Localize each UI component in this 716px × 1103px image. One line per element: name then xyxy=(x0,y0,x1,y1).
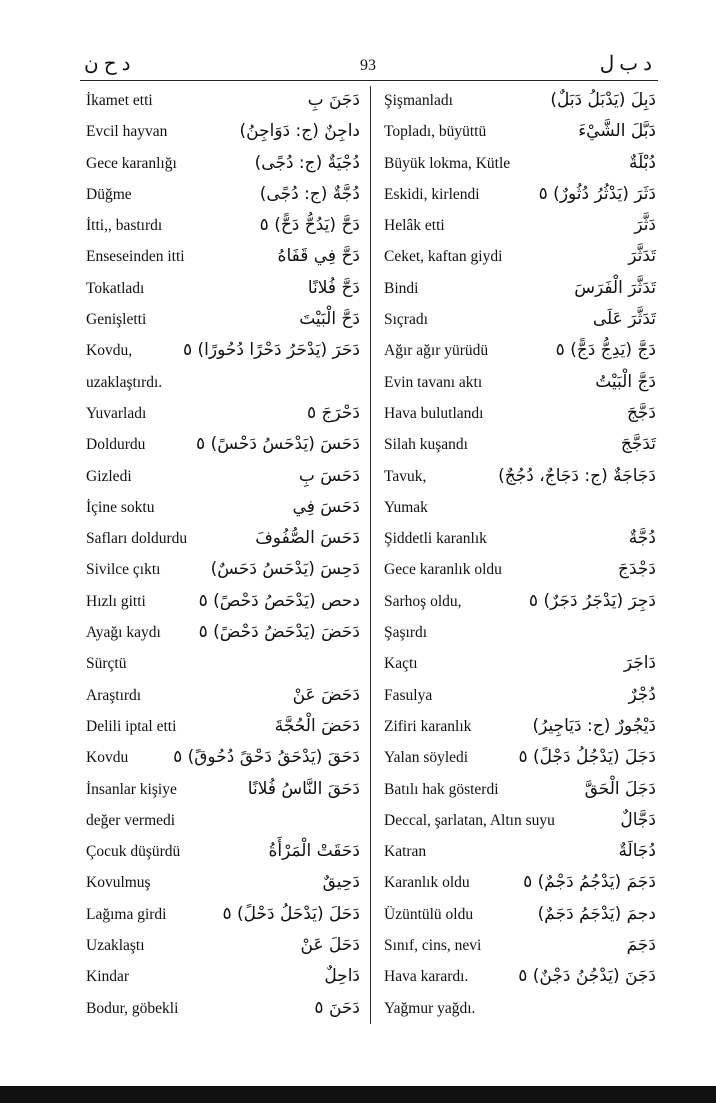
turkish-meaning: Sıçradı xyxy=(384,311,428,329)
turkish-meaning: Kovulmuş xyxy=(86,874,151,892)
turkish-meaning: Hava bulutlandı xyxy=(384,404,484,422)
arabic-headword: دَحَلَ (يَدْحَلُ دَحْلً) ٥ xyxy=(222,903,360,924)
arabic-headword: دَجَّ الْبَيْتُ xyxy=(595,371,656,392)
arabic-headword: دَجَلَ الْحَقَّ xyxy=(584,778,656,799)
turkish-meaning: Şiddetli karanlık xyxy=(384,530,487,548)
turkish-meaning: Zifiri karanlık xyxy=(384,717,472,735)
arabic-headword: دَبِلَ (يَدْبَلُ دَبَلٌ) xyxy=(550,90,656,110)
turkish-meaning: Kindar xyxy=(86,968,130,986)
dictionary-entry xyxy=(86,430,360,461)
turkish-meaning: Katran xyxy=(384,843,427,861)
dictionary-entry xyxy=(384,931,656,962)
dictionary-entry xyxy=(86,211,360,242)
dictionary-entry xyxy=(86,994,360,1025)
dictionary-entry xyxy=(86,868,360,899)
arabic-headword: دجمَ (يَدْجَمُ دَجَمٌ) xyxy=(537,903,656,924)
page-bottom-band xyxy=(0,1086,716,1103)
dictionary-entry xyxy=(86,180,360,211)
turkish-meaning: Ceket, kaftan giydi xyxy=(384,248,503,266)
turkish-meaning: Şaşırdı xyxy=(384,624,428,642)
arabic-headword: تَدَثَّرَ xyxy=(628,246,656,267)
dictionary-entry xyxy=(384,149,656,180)
arabic-headword: تَدَجَّجَ xyxy=(620,434,656,455)
turkish-meaning: Kovdu xyxy=(86,749,129,767)
page-number: 93 xyxy=(360,57,376,74)
arabic-headword: دَحَّ الْبَيْتَ xyxy=(299,309,360,330)
column-divider xyxy=(370,86,371,1024)
turkish-meaning: Topladı, büyüttü xyxy=(384,123,487,141)
arabic-headword: دَحَنَ ٥ xyxy=(314,997,360,1018)
arabic-headword: دَحَرَ (يَدْحَرُ دَحْرًا دُحُورًا) ٥ xyxy=(183,340,360,361)
arabic-headword: دَحَضَ الْحُجَّةَ xyxy=(274,715,360,736)
arabic-headword: دَحِسَ (يَدْحَسُ دَحَسٌ) xyxy=(210,559,360,580)
dictionary-entry xyxy=(86,743,360,774)
arabic-headword: دَحْرَجَ ٥ xyxy=(307,402,360,423)
arabic-headword: دُجْيَةٌ (ج: دُجًى) xyxy=(254,152,360,173)
arabic-headword: دَحَضَ عَنْ xyxy=(292,684,360,705)
dictionary-entry xyxy=(384,900,656,931)
arabic-headword: دَجْدَجَ xyxy=(618,559,656,580)
arabic-headword: داجِنٌ (ج: دَوَاجِنُ) xyxy=(239,121,360,142)
dictionary-entry xyxy=(86,931,360,962)
turkish-meaning: Yuvarladı xyxy=(86,404,147,422)
arabic-headword: دَحَسَ الصُّفُوفَ xyxy=(255,528,360,549)
dictionary-entry xyxy=(384,618,656,649)
arabic-headword: دَحِيقٌ xyxy=(322,872,360,893)
dictionary-entry xyxy=(384,524,656,555)
arabic-headword: دَحَقَتْ الْمَرْأَةُ xyxy=(268,841,360,862)
dictionary-entry xyxy=(384,242,656,273)
arabic-headword: تَدَثَّرَ عَلَى xyxy=(592,309,656,330)
dictionary-entry xyxy=(384,587,656,618)
turkish-meaning: Gece karanlık oldu xyxy=(384,561,502,579)
turkish-meaning: Ağır ağır yürüdü xyxy=(384,342,489,360)
arabic-headword: دَجَّجَ xyxy=(626,402,656,423)
dictionary-entry xyxy=(86,86,360,117)
dictionary-entry xyxy=(86,242,360,273)
arabic-headword: دَجَّ (يَدِجُّ دَجًّ) ٥ xyxy=(555,340,656,361)
turkish-meaning: Genişletti xyxy=(86,311,147,329)
dictionary-entry xyxy=(86,274,360,305)
dictionary-entry xyxy=(86,149,360,180)
turkish-meaning: İtti,, bastırdı xyxy=(86,217,163,235)
dictionary-entry xyxy=(384,493,656,524)
arabic-headword: دَحَّ فِي قَفَاهُ xyxy=(277,246,360,267)
arabic-headword: دَجَمَ (يَدْجُمُ دَجْمٌ) ٥ xyxy=(523,872,656,893)
turkish-meaning: Yağmur yağdı. xyxy=(384,999,476,1017)
dictionary-entry xyxy=(384,681,656,712)
turkish-meaning: Sınıf, cins, nevi xyxy=(384,937,482,955)
turkish-meaning: Sivilce çıktı xyxy=(86,561,161,579)
arabic-headword: دَحَّ (يَدُحُّ دَحًّ) ٥ xyxy=(259,215,360,236)
turkish-meaning: Gizledi xyxy=(86,467,132,485)
dictionary-entry xyxy=(384,994,656,1025)
header-rule xyxy=(80,80,658,81)
dictionary-entry xyxy=(384,86,656,117)
dictionary-entry xyxy=(86,649,360,680)
turkish-meaning: Enseseinden itti xyxy=(86,248,185,266)
turkish-meaning: Üzüntülü oldu xyxy=(384,905,474,923)
dictionary-entry xyxy=(384,555,656,586)
dictionary-entry xyxy=(384,336,656,367)
turkish-meaning: Doldurdu xyxy=(86,436,146,454)
turkish-meaning: Lağıma girdi xyxy=(86,905,167,923)
turkish-meaning: Tavuk, xyxy=(384,467,427,485)
dictionary-entry xyxy=(86,462,360,493)
turkish-meaning: Kaçtı xyxy=(384,655,418,673)
right-column xyxy=(384,86,656,1025)
arabic-headword: دَثَّرَ xyxy=(634,215,656,236)
dictionary-entry xyxy=(384,180,656,211)
turkish-meaning: Bindi xyxy=(384,279,419,297)
turkish-meaning: Çocuk düşürdü xyxy=(86,843,181,861)
turkish-meaning: Düğme xyxy=(86,185,132,203)
dictionary-entry xyxy=(86,775,360,806)
arabic-headword: دَحَقَ (يَدْحَقُ دَحْقً دُحُوقً) ٥ xyxy=(173,747,360,768)
page-header xyxy=(84,50,652,80)
arabic-headword: دَجَنَ بِ xyxy=(307,90,360,110)
dictionary-entry xyxy=(384,211,656,242)
dictionary-entry xyxy=(384,712,656,743)
turkish-meaning: uzaklaştırdı. xyxy=(86,373,163,391)
arabic-headword: دَجَمَ xyxy=(626,935,656,956)
turkish-meaning: Araştırdı xyxy=(86,686,142,704)
header-left-letters: د ح ن xyxy=(84,53,131,75)
arabic-headword: دَحَسَ بِ xyxy=(298,465,360,486)
dictionary-entry xyxy=(384,837,656,868)
arabic-headword: دُجَالَةٌ xyxy=(618,841,656,862)
turkish-meaning: Ayağı kaydı xyxy=(86,624,161,642)
turkish-meaning: değer vermedi xyxy=(86,811,176,829)
turkish-meaning: Delili iptal etti xyxy=(86,717,177,735)
turkish-meaning: Helâk etti xyxy=(384,217,445,235)
turkish-meaning: Silah kuşandı xyxy=(384,436,468,454)
turkish-meaning: Deccal, şarlatan, Altın suyu xyxy=(384,811,555,829)
dictionary-entry xyxy=(86,524,360,555)
dictionary-entry xyxy=(86,555,360,586)
dictionary-entry xyxy=(384,117,656,148)
dictionary-entry xyxy=(86,962,360,993)
arabic-headword: دَحَسَ فِي xyxy=(292,496,360,517)
dictionary-entry xyxy=(384,649,656,680)
turkish-meaning: Gece karanlığı xyxy=(86,154,177,172)
arabic-headword: دَجِرَ (يَدْجَرُ دَجَرٌ) ٥ xyxy=(528,590,656,611)
turkish-meaning: İnsanlar kişiye xyxy=(86,780,177,798)
arabic-headword: دَيْجُورٌ (ج: دَيَاجِيرُ) xyxy=(532,715,656,736)
turkish-meaning: Fasulya xyxy=(384,686,433,704)
turkish-meaning: Hava karardı. xyxy=(384,968,469,986)
dictionary-entry xyxy=(384,775,656,806)
turkish-meaning: Sürçtü xyxy=(86,655,127,673)
arabic-headword: دَحَلَ عَنْ xyxy=(300,935,360,956)
arabic-headword: دَثَرَ (يَدْثُرُ دُثُورٌ) ٥ xyxy=(538,183,656,204)
dictionary-entry xyxy=(86,399,360,430)
dictionary-entry xyxy=(86,336,360,367)
dictionary-entry xyxy=(384,274,656,305)
turkish-meaning: Tokatladı xyxy=(86,279,145,297)
turkish-meaning: Karanlık oldu xyxy=(384,874,470,892)
dictionary-entry xyxy=(86,837,360,868)
dictionary-entry xyxy=(384,368,656,399)
dictionary-entry xyxy=(384,962,656,993)
turkish-meaning: Şişmanladı xyxy=(384,92,453,109)
turkish-meaning: Yalan söyledi xyxy=(384,749,469,767)
arabic-headword: دَاحِلٌ xyxy=(324,966,360,987)
arabic-headword: دَبَّلَ الشَّيْءَ xyxy=(578,121,656,142)
turkish-meaning: Uzaklaştı xyxy=(86,937,145,955)
turkish-meaning: Sarhoş oldu, xyxy=(384,592,462,610)
dictionary-entry xyxy=(86,493,360,524)
arabic-headword: تَدَثَّرَ الْفَرَسَ xyxy=(574,277,656,298)
turkish-meaning: Evcil hayvan xyxy=(86,123,168,141)
arabic-headword: دَحَسَ (يَدْحَسُ دَحْسً) ٥ xyxy=(196,434,360,455)
turkish-meaning: Kovdu, xyxy=(86,342,133,360)
arabic-headword: دَاجَرَ xyxy=(623,653,656,674)
dictionary-entry xyxy=(86,618,360,649)
arabic-headword: دُجْرٌ xyxy=(628,684,656,705)
arabic-headword: دَجَّالٌ xyxy=(620,809,656,830)
turkish-meaning: Safları doldurdu xyxy=(86,530,188,548)
dictionary-entry xyxy=(384,399,656,430)
dictionary-entry xyxy=(86,900,360,931)
arabic-headword: دَجَلَ (يَدْجُلُ دَجْلً) ٥ xyxy=(518,747,656,768)
turkish-meaning: Eskidi, kirlendi xyxy=(384,185,480,203)
dictionary-entry xyxy=(86,587,360,618)
arabic-headword: دُجَّةٌ (ج: دُجًى) xyxy=(259,183,360,204)
arabic-headword: دحص (يَدْحَصُ دَحْصً) ٥ xyxy=(198,590,360,611)
left-column xyxy=(86,86,360,1025)
dictionary-entry xyxy=(384,743,656,774)
turkish-meaning: İkamet etti xyxy=(86,92,153,109)
arabic-headword: دَحَّ فُلانًا xyxy=(307,277,360,298)
arabic-headword: دَحَقَ النَّاسُ فُلانًا xyxy=(247,778,360,799)
arabic-headword: دَحَضَ (يَدْحَضُ دَحْضً) ٥ xyxy=(198,622,360,643)
turkish-meaning: Yumak xyxy=(384,498,428,516)
header-right-letters: د ب ل xyxy=(599,53,652,75)
turkish-meaning: Evin tavanı aktı xyxy=(384,373,483,391)
arabic-headword: دَجَنَ (يَدْجُنُ دَجْنٌ) ٥ xyxy=(518,966,656,987)
dictionary-entry xyxy=(86,305,360,336)
arabic-headword: دَجَاجَةٌ (ج: دَجَاجٌ، دُجُجٌ) xyxy=(498,465,656,486)
turkish-meaning: Büyük lokma, Kütle xyxy=(384,154,511,172)
dictionary-entry xyxy=(384,806,656,837)
dictionary-entry xyxy=(86,681,360,712)
turkish-meaning: Bodur, göbekli xyxy=(86,999,179,1017)
dictionary-entry xyxy=(86,368,360,399)
arabic-headword: دُبْلَةٌ xyxy=(628,152,656,173)
turkish-meaning: Batılı hak gösterdi xyxy=(384,780,499,798)
turkish-meaning: İçine soktu xyxy=(86,498,155,516)
dictionary-entry xyxy=(384,462,656,493)
arabic-headword: دُجَّةٌ xyxy=(628,528,656,549)
dictionary-entry xyxy=(384,430,656,461)
dictionary-entry xyxy=(86,806,360,837)
turkish-meaning: Hızlı gitti xyxy=(86,592,146,610)
dictionary-entry xyxy=(384,868,656,899)
dictionary-entry xyxy=(384,305,656,336)
dictionary-entry xyxy=(86,712,360,743)
dictionary-entry xyxy=(86,117,360,148)
